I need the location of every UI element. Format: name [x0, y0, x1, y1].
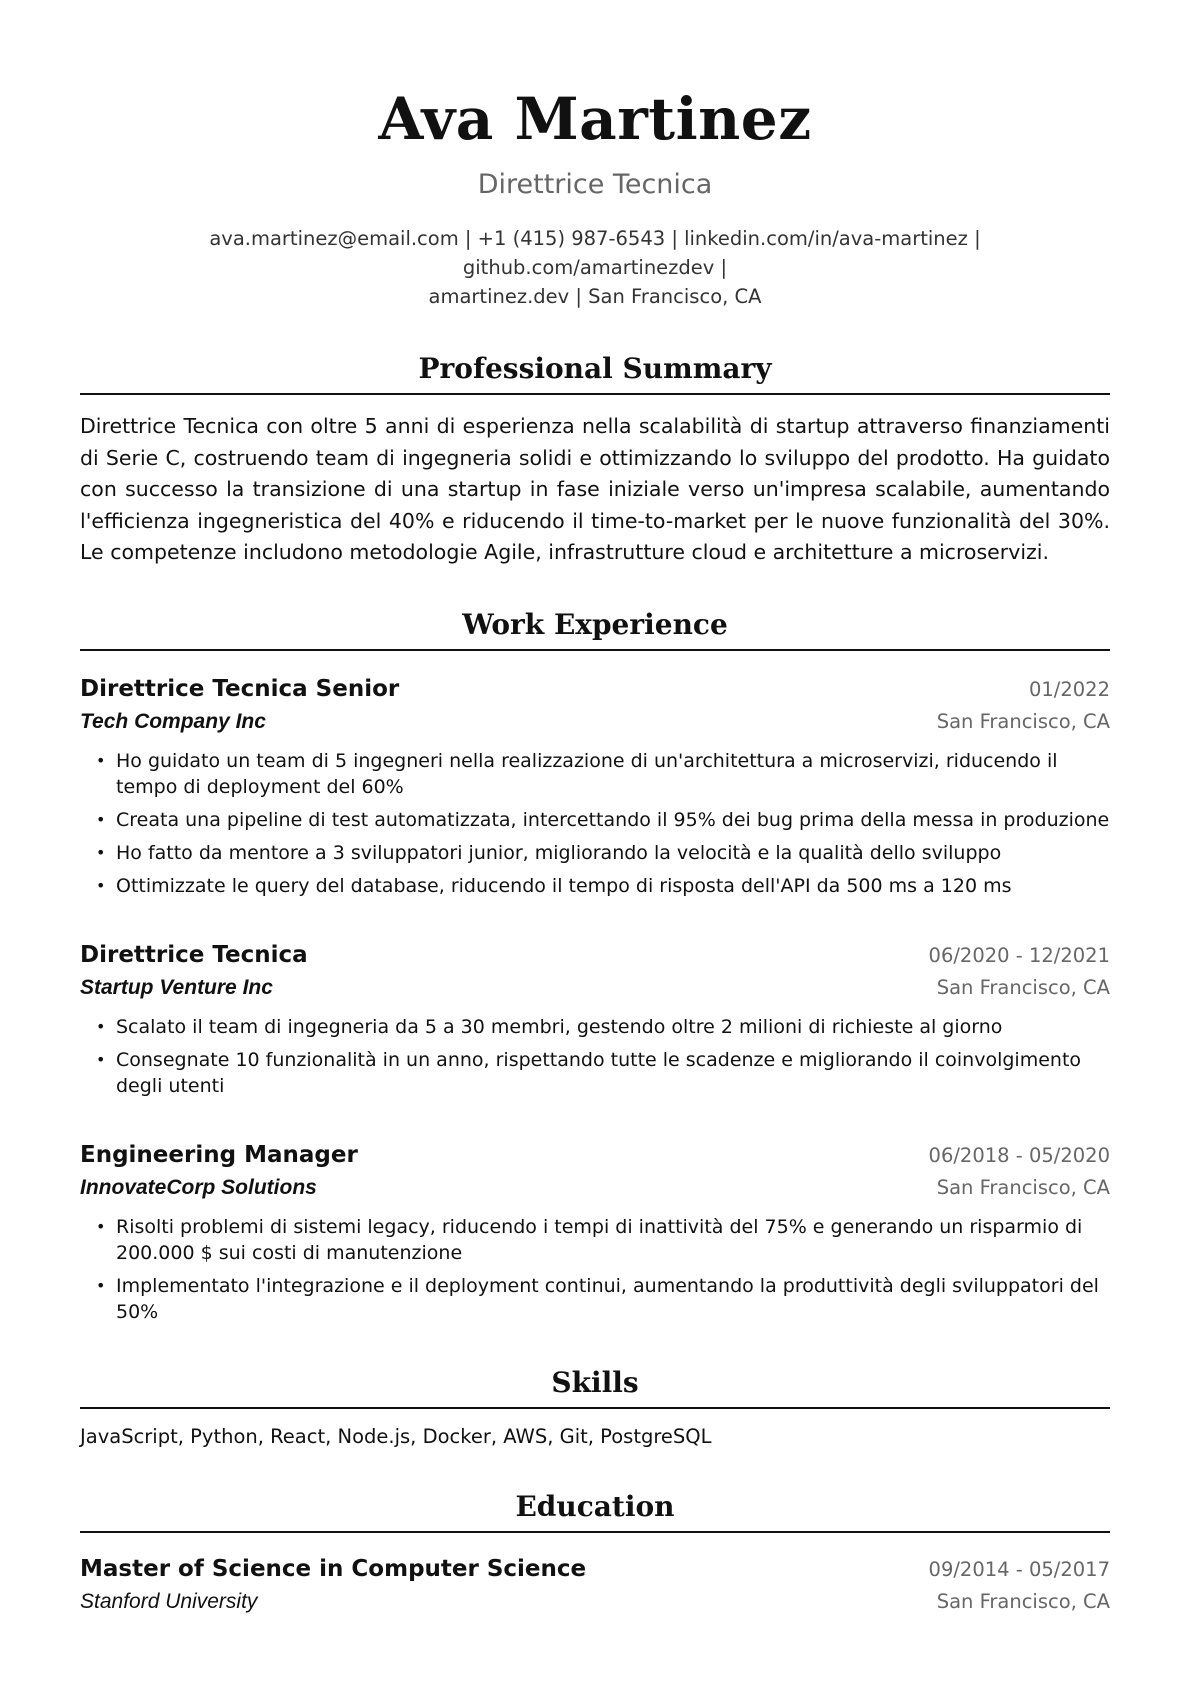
- job-dates: 06/2020 - 12/2021: [928, 943, 1110, 967]
- job-company: InnovateCorp Solutions: [80, 1175, 317, 1199]
- job-bullet: • Ho fatto da mentore a 3 sviluppatori junior, migliorando la velocità e la qualità dello sviluppo: [116, 840, 1110, 866]
- education-section: [80, 1489, 1110, 1618]
- job-entry: [80, 1139, 1110, 1325]
- degree-title: Master of Science in Computer Science: [80, 1555, 587, 1582]
- resume-header: [80, 0, 1110, 311]
- job-entry: [80, 939, 1110, 1099]
- job-location: San Francisco, CA: [936, 975, 1110, 999]
- job-bullets: [80, 748, 1110, 899]
- summary-heading: Professional Summary: [80, 351, 1110, 395]
- job-bullets: [80, 1214, 1110, 1325]
- job-bullet: • Ottimizzate le query del database, riducendo il tempo di risposta dell'API da 500 ms a 120 ms: [116, 873, 1110, 899]
- experience-heading: Work Experience: [80, 607, 1110, 651]
- contact-info: [90, 224, 1100, 311]
- job-company: Tech Company Inc: [80, 709, 266, 733]
- education-heading: Education: [80, 1489, 1110, 1533]
- job-entry: [80, 673, 1110, 899]
- job-bullet: • Ho guidato un team di 5 ingegneri nella realizzazione di un'architettura a microservizi, riducendo il tempo di deployment del 60%: [116, 748, 1110, 800]
- job-bullet: • Creata una pipeline di test automatizzata, intercettando il 95% dei bug prima della messa in produzione: [116, 807, 1110, 833]
- job-title: Direttrice Tecnica: [80, 941, 308, 968]
- job-bullet: • Risolti problemi di sistemi legacy, riducendo i tempi di inattività del 75% e generando un risparmio di 200.000 $ sui costi di manutenzione: [116, 1214, 1110, 1266]
- job-bullet: • Consegnate 10 funzionalità in un anno, rispettando tutte le scadenze e migliorando il coinvolgimento degli utenti: [116, 1047, 1110, 1099]
- candidate-name: Ava Martinez: [378, 85, 812, 153]
- summary-text: Direttrice Tecnica con oltre 5 anni di esperienza nella scalabilità di startup attraverso finanziamenti di Serie C, costruendo team di ingegneria solidi e ottimizzando lo sviluppo del prodotto. Ha guidato con successo la transizione di una startup in fase iniziale verso un'impresa scalabile, aumentando l'efficienza ingegneristica del 40% e riducendo il time-to-market per le nuove funzionalità del 30%. Le competenze includono metodologie Agile, infrastrutture cloud e architetture a microservizi.: [80, 414, 1110, 564]
- skills-heading: Skills: [80, 1365, 1110, 1409]
- job-location: San Francisco, CA: [936, 1175, 1110, 1199]
- candidate-title: Direttrice Tecnica: [477, 169, 713, 200]
- contact-line-2: amartinez.dev | San Francisco, CA: [428, 285, 762, 308]
- job-company: Startup Venture Inc: [80, 975, 273, 999]
- job-dates: 01/2022: [1028, 677, 1110, 701]
- contact-line-1: ava.martinez@email.com | +1 (415) 987-6543 | linkedin.com/in/ava-martinez | github.com/amartinezdev |: [209, 227, 981, 279]
- skills-list: JavaScript, Python, React, Node.js, Docker, AWS, Git, PostgreSQL: [80, 1424, 712, 1448]
- job-bullets: [80, 1014, 1110, 1099]
- school-name: Stanford University: [80, 1589, 258, 1613]
- job-bullet: • Scalato il team di ingegneria da 5 a 30 membri, gestendo oltre 2 milioni di richieste al giorno: [116, 1014, 1110, 1040]
- job-bullet: • Implementato l'integrazione e il deployment continui, aumentando la produttività degli sviluppatori del 50%: [116, 1273, 1110, 1325]
- job-title: Direttrice Tecnica Senior: [80, 675, 400, 702]
- experience-section: [80, 607, 1110, 1325]
- skills-section: [80, 1365, 1110, 1451]
- education-entry: [80, 1553, 1110, 1618]
- job-location: San Francisco, CA: [936, 709, 1110, 733]
- education-dates: 09/2014 - 05/2017: [928, 1557, 1110, 1581]
- education-location: San Francisco, CA: [936, 1589, 1110, 1613]
- job-dates: 06/2018 - 05/2020: [928, 1143, 1110, 1167]
- job-title: Engineering Manager: [80, 1141, 358, 1168]
- summary-section: [80, 351, 1110, 569]
